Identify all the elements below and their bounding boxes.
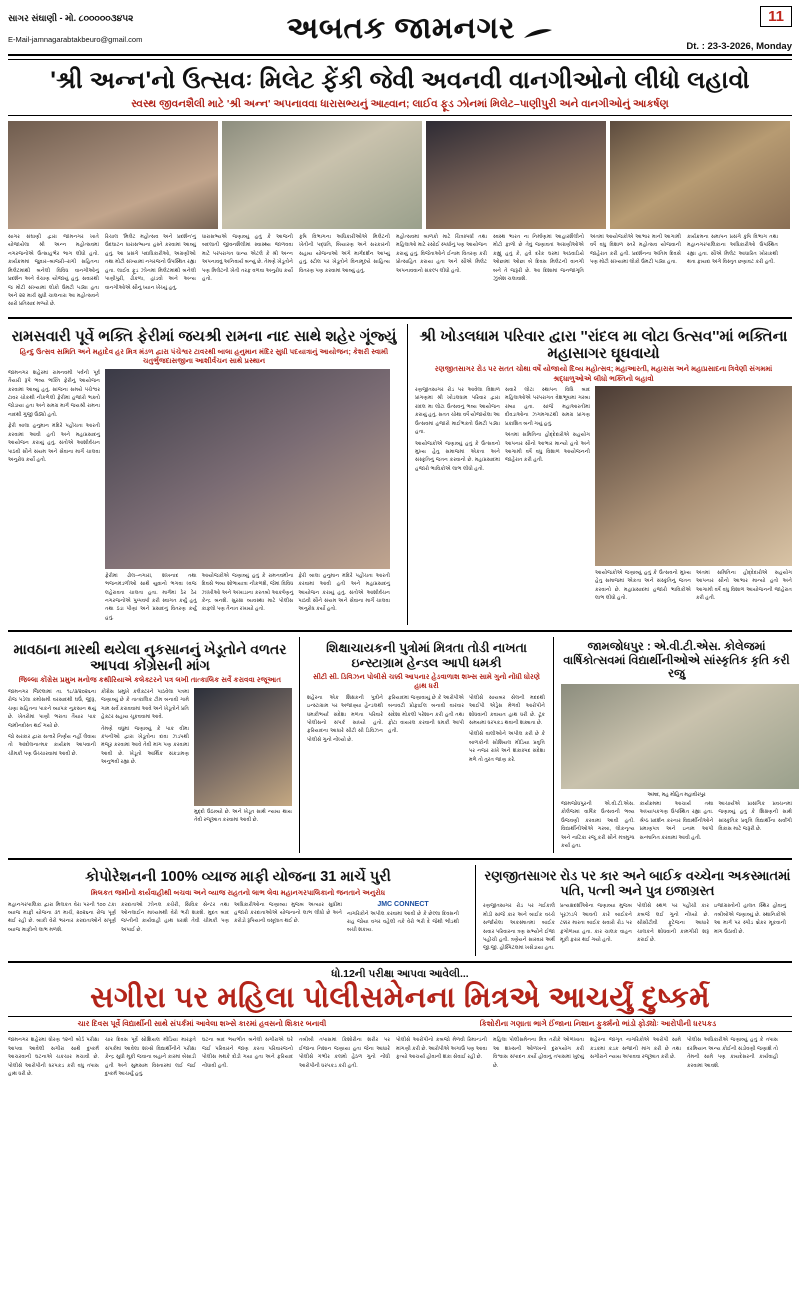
lead-col-6 xyxy=(493,233,584,312)
farmers-col-2-text: કોંગ્રેસ પ્રમુખે કલેક્ટરને પાઠવેલા પત્રમાં જણાવ્યું છે કે તાત્કાલિક ટીમ બનાવી ગામે ગામ સર્વે કરાવવામાં આવે અને ખેડૂતોને પ્રતિ હેક્ટર સહાય ચૂકવવામાં આવે. xyxy=(101,688,189,721)
accident-col-3-text: પોલીસે સ્થળ પર પહોંચી કાર કબજે લઈ ગુનો નોંધ્યો છે. સીસીટીવી ફૂટેજના આધારે ચાલકને શોધવાની કામગીરી શરૂ કરાઈ છે. xyxy=(637,903,709,944)
tax-col-4 xyxy=(347,910,459,935)
tax-col-2 xyxy=(121,901,229,938)
story-road-accident xyxy=(475,865,792,955)
tax-col-3 xyxy=(234,901,342,938)
bottom-col-4 xyxy=(299,1036,390,1081)
ram-col-3 xyxy=(202,572,294,626)
divider-4 xyxy=(8,961,792,963)
randal-col-3 xyxy=(595,569,691,606)
lead-photo-2 xyxy=(222,121,422,229)
lead-col-5-text: મહોત્સવમાં બાળકો માટે ચિત્રસ્પર્ધા તથા મહિલાઓ માટે રસોઈ સ્પર્ધાનું પણ આયોજન કરાયું હતું. વિજેતાઓને ઈનામ વિતરણ કરી પ્રોત્સાહિત કરાયા હતા અને સૌએ મિલેટ અપનાવવાનો સંકલ્પ લીધો હતો. xyxy=(396,234,487,274)
tax-headline: કોપોરેશનની 100% વ્યાજ માફી યોજના 31 માર્ચે પુરી xyxy=(85,869,391,886)
tax-col-1-text: મહાનગરપાલિકા દ્વારા મિલકત વેરા પરની ૧૦૦ ટકા વ્યાજ માફી યોજના ૩૧ માર્ચ, ૨૦૨૬ના રોજ પૂર્ણ થઈ રહી છે. બાકી વેરો ભરનાર કરદાતાઓને સંપૂર્ણ વ્યાજ માફીનો લાભ મળશે. xyxy=(8,901,116,933)
divider-1 xyxy=(8,317,792,319)
instagram-col-2 xyxy=(388,694,464,767)
accident-col-1-text: રણજીતસાગર રોડ પર ગઈકાલે મોડી સાંજે કાર અને બાઈક વચ્ચે સર્જાયેલા અકસ્માતમાં બાઈક સવાર પરિવારના ત્રણ સભ્યોને ઈજા પહોંચી હતી. ત્રણેયને સારવાર અર્થે જી.જી. હોસ્પિટલમાં ખસેડાયા હતા. xyxy=(483,903,555,952)
story-ram-sawari xyxy=(8,324,400,626)
tax-col-1 xyxy=(8,901,116,938)
masthead-right xyxy=(642,6,792,52)
instagram-col-3 xyxy=(469,694,545,767)
page-number-badge: 11 xyxy=(760,6,792,27)
bottom-col-1-text: જામનગર શહેરમાં ધોરણ ૧૨ની બોર્ડ પરીક્ષા આપવા આવેલી સગીરા સાથે દુષ્કર્મ આચરવાની ઘટનાએ ચકચાર મચાવી છે. પોલીસે આરોપીની ધરપકડ કરી વધુ તપાસ હાથ ધરી છે. xyxy=(8,1037,99,1078)
bottom-col-3 xyxy=(202,1036,293,1081)
lead-col-4 xyxy=(299,233,390,312)
instagram-headline: શિક્ષાચાયકની પુત્રોમાં મિત્રતા તોડી નાખતા ઇન્સ્ટાગ્રામ હેન્ડલ આપી ધમકી xyxy=(326,641,527,670)
ram-col-2 xyxy=(105,572,197,626)
lead-photo-4 xyxy=(610,121,790,229)
randal-col-1 xyxy=(415,386,500,606)
story-randal-subhead: રણજીતસાગર રોડ પર સતત ચોથા વર્ષે યોજાયો દિવ્ય મહોત્સવ; મહાઆરતી, મહારાસ અને મહાપ્રસાદના ત્રિવેણી સંગમમાં શ્રદ્ધાળુઓએ લીધો ભક્તિનો લહાવો xyxy=(434,364,773,383)
lead-col-3-text: ધારાસભ્યએ જણાવ્યું હતું કે આજની બદલાતી જીવનશૈલીમાં સ્વાસ્થ્ય જાળવવા માટે પરંપરાગત ધાન્ય એટલે કે શ્રી અન્ન અપનાવવું અનિવાર્ય બન્યું છે. તેમણે ખેડૂતોને પણ મિલેટની ખેતી તરફ વળવા અનુરોધ કર્યો હતો. xyxy=(202,234,293,283)
bottom-col-2-text: ચાર દિવસ પૂર્વે સોશિયલ મીડિયા મારફતે સંપર્કમાં આવેલા શખ્સે વિદ્યાર્થીનીને પરીક્ષા કેન્દ્ર સુધી મૂકી જવાના બહાને કારમાં બેસાડી હતી અને સુમસામ વિસ્તારમાં લઈ જઈ દુષ્કર્મ આચર્યું હતું. xyxy=(105,1037,196,1078)
bottom-subhead-left: ચાર દિવસ પૂર્વે વિદ્યાર્થીની સાથે સંપર્કમાં આવેલા શખ્સે કારમાં હવસનો શિકાર બનાવી xyxy=(77,1019,327,1029)
reporter-contact: સાગર સંઘાણી - મો. ૮૦૦૦૦૦૩૪૫૨ xyxy=(8,13,134,24)
bottom-subhead-right: કિશોરીના ગણાતા ભાગે ઈંજાના નિશાન ફુર્ક્મનો ભાંડો ફોડ્યોઃ આરોપીની ધરપકડ xyxy=(479,1019,717,1029)
college-col-3-text: આચાર્યએ પ્રાસંગિક પ્રવચનમાં જણાવ્યું હતું કે શિક્ષણની સાથે સાંસ્કૃતિક પ્રવૃત્તિ વિદ્યાર્થીના સર્વાંગી વિકાસ માટે જરૂરી છે. xyxy=(718,800,793,833)
accident-col-2-text: પ્રત્યક્ષદર્શીઓના જણાવ્યા મુજબ પૂરઝડપે આવતી કારે બાઈકને ટક્કર મારતા બાઈક સવારો રોડ પર ફંગોળાયા હતા. કાર ચાલક વાહન મૂકી ફરાર થઈ ગયો હતો. xyxy=(560,903,632,944)
lead-col-1-text: સાગર સંઘાણી દ્વારા જામનગર ખાતે યોજાયેલા શ્રી અન્ન મહોત્સવમાં નગરજનોએ ઉત્સાહભેર ભાગ લીધો હતો. કાર્યક્રમમાં જુવાર–બાજરી–રાગી સહિતના મિલેટમાંથી બનેલી વિવિધ વાનગીઓનું પ્રદર્શન અને વેચાણ યોજાયું હતું. સવારથી જ મોટી સંખ્યામાં લોકો ઉમટી પડ્યા હતા અને ૨૨ માર્ચ સુધી ચાલનારા આ મહોત્સવને સારો પ્રતિસાદ મળ્યો છે. xyxy=(8,234,99,308)
farmers-col-1-text-b: જો સરકાર દ્વારા સત્વરે નિર્ણય નહીં લેવાય તો આંદોલનાત્મક કાર્યક્રમ આપવાની ચીમકી પણ ઉચ્ચારવામાં આવી છે. xyxy=(8,733,96,757)
section-2 xyxy=(8,324,792,626)
ram-col-1-text-b: ફેરી બાલા હનુમાન મંદિરે પહોંચતા આરતી કરવામાં આવી હતી અને મહાપ્રસાદનું આયોજન કરાયું હતું. સંતોએ આશીર્વચન પાઠવી સૌને સંયમ અને સેવાના માર્ગે ચાલવા અનુરોધ કર્યો હતો. xyxy=(8,423,100,463)
lead-col-8-text: કાર્યક્રમના સમાપન પ્રસંગે કૃષિ વિભાગ તથા મહાનગરપાલિકાના અધિકારીઓ ઉપસ્થિત રહ્યા હતા. સૌએ મિલેટ આધારિત ખોરાકથી થતા ફાયદા અંગે વિસ્તૃત છણાવટ કરી હતી. xyxy=(687,234,778,266)
lead-photo-3 xyxy=(426,121,606,229)
bottom-col-7-text: શહેરના જાગૃત નાગરિકોએ આરોપી સામે કડકમાં કડક સજાની માંગ કરી છે તથા સગીરાને ન્યાય અપાવવા રજૂઆત કરી છે. xyxy=(590,1037,681,1061)
college-col-2 xyxy=(640,800,714,854)
bottom-col-8 xyxy=(687,1036,778,1081)
story-randal-ma xyxy=(407,324,792,626)
college-col-3 xyxy=(718,800,792,854)
section-4 xyxy=(8,865,792,955)
bottom-col-6 xyxy=(493,1036,584,1081)
tax-subhead: મિલકત જમીનો કાર્યવાહીથી બચવા અને વ્યાજ રાહતનો લાભ લેવા મહાનગરપાલિકાનો જનતાને અનુરોધ xyxy=(90,888,386,898)
lead-subheadline: સ્વસ્થ જીવનશૈલી માટે 'શ્રી અન્ન' અપનાવવા ધારાસભ્યનું આહ્વાન; લાઈવ ફૂડ ઝોનમાં મિલેટ–પાણીપુરી અને વાનગીઓનું આકર્ષણ xyxy=(8,98,792,116)
bottom-subheads xyxy=(8,1016,792,1032)
college-photo-caption: અમદ, મહ મોહિત મહાવીરપુર xyxy=(647,791,706,798)
lead-col-1 xyxy=(8,233,99,312)
instagram-subhead: સીટી સી. ડિવિઝન પોલીસે ચક્કી આપનાર હેડવાળાશ શખ્સ સામે ગુનો નોંધી ધોરણે હાથ ધરી xyxy=(313,672,540,691)
instagram-col-1-text: શહેરના એક શિક્ષકની પુત્રીને ઇન્સ્ટાગ્રામ પર અજાણ્યા હેન્ડલથી ધમકીભર્યા સંદેશા મળતા પરિવારે પોલીસનો સંપર્ક સાધ્યો હતો. ફરિયાદના આધારે સીટી સી ડિવિઝન પોલીસે ગુનો નોંધ્યો છે. xyxy=(307,694,383,743)
masthead-rule xyxy=(8,59,792,60)
bottom-col-5 xyxy=(396,1036,487,1081)
ram-col-4 xyxy=(298,572,390,626)
ram-col-1-text: જામનગર શહેરમાં રામનવમી પર્વની પૂર્વ તૈયારી રૂપે ભવ્ય ભક્તિ ફેરીનું આયોજન કરવામાં આવ્યું હતું. સાંજના સમયે પંચેશ્વર ટાવર ચોકથી નીકળેલી ફેરીમાં હજારો ભક્તો જોડાયા હતા અને સમગ્ર માર્ગ જયશ્રી રામના નાદથી ગુંજી ઉઠ્યો હતો. xyxy=(8,369,100,418)
bottom-col-7 xyxy=(590,1036,681,1081)
instagram-col-3-text: પોલીસે સાયબર સેલની મદદથી આઈપી એડ્રેસ મેળવી આરોપીને શોધવાની કવાયત હાથ ધરી છે. ટૂંક સમયમાં ધરપકડ થવાની શક્યતા છે. xyxy=(469,694,545,727)
farmers-col-1-text: જામનગર જિલ્લામાં તા. ૧૮/૩/૨૦૨૬ના રોજ પડેલા કમોસમી વરસાદથી ઘઉં, જીરૂ, ચણા સહિતના પાકને વ્યાપક નુકસાન થયું છે. ખેતરોમાં પાણી ભરાતા તૈયાર પાક જમીનદોસ્ત થઈ ગયો છે. xyxy=(8,688,96,729)
story-ram-sawari-subhead: હિન્દુ ઉત્સવ સમિતિ અને મહાદેવ હર મિત્ર મંડળ દ્વારા પંચેશ્વર ટાવરથી બાલા હનુમાન મંદિર સુધી પદયાત્રાનું આયોજન; કેશરી સ્વામી ચતુર્ભુજદાસજીના આશીર્વચન સાથે પ્રસ્થાન xyxy=(19,347,389,366)
story-farmers-compensation xyxy=(8,637,292,853)
story-randal-headline: શ્રી ખોડલધામ પરિવાર દ્વારા ''રાંદલ મા લોટા ઉત્સવ''માં ભક્તિના મહાસાગર ઘૂઘવાયો xyxy=(419,327,788,363)
farmers-col-2 xyxy=(101,688,189,828)
lead-body xyxy=(8,233,792,312)
lead-col-7-text: અંતમાં આયોજકોએ આભાર માની આગામી વર્ષે વધુ વિશાળ સ્તરે મહોત્સવ યોજવાની જાહેરાત કરી હતી. પ્રદર્શનના અંતિમ દિવસે પણ મોટી સંખ્યામાં લોકો ઉમટી પડ્યા હતા. xyxy=(590,234,681,266)
farmers-caption: મુદ્દો ઉઠાવ્યો છે. અને ખેડૂત સાથે ન્યાય થાય તેવી રજૂઆત કરવામાં આવી છે. xyxy=(194,808,292,824)
college-col-2-text: કાર્યક્રમમાં આચાર્ય તથા અધ્યાપકગણ ઉપસ્થિત રહ્યા હતા. શ્રેષ્ઠ પ્રદર્શન કરનાર વિદ્યાર્થીનીઓને પ્રમાણપત્ર અને ઇનામ આપી સન્માનિત કરવામાં આવી હતી. xyxy=(639,800,714,841)
congress-leader-photo xyxy=(194,688,292,806)
lead-photo-1 xyxy=(8,121,218,229)
story-instagram-threat xyxy=(299,637,546,853)
accident-col-3 xyxy=(637,902,709,956)
randal-col-4-text: અંતમાં સમિતિના હોદ્દેદારોએ સહયોગ આપનાર સૌનો આભાર માન્યો હતો અને આગામી વર્ષે વધુ વિશાળ આયોજનની જાહેરાત કરી હતી. xyxy=(696,570,792,602)
masthead-left xyxy=(8,12,198,46)
story-college-annual-day xyxy=(553,637,792,853)
lead-col-4-text: કૃષિ વિભાગના અધિકારીઓએ મિલેટની ખેતીની પદ્ધતિ, બિયારણ અને સરકારની સહાય યોજનાઓ અંગે માર્ગદર્શન આપ્યું હતું. સ્ટોલ પર ખેડૂતોને વિનામૂલ્યે સાહિત્ય વિતરણ પણ કરવામાં આવ્યું હતું. xyxy=(299,234,390,274)
lead-headline: 'શ્રી અન્ન'નો ઉત્સવઃ મિલેટ ફેંકી જેવી અવનવી વાનગીઓનો લીધો લહાવો xyxy=(50,67,750,94)
randal-col-2 xyxy=(505,386,590,606)
ram-col-4-text: ફેરી બાલા હનુમાન મંદિરે પહોંચતા આરતી કરવામાં આવી હતી અને મહાપ્રસાદનું આયોજન કરાયું હતું. સંતોએ આશીર્વચન પાઠવી સૌને સંયમ અને સેવાના માર્ગે ચાલવા અનુરોધ કર્યો હતો. xyxy=(298,572,391,613)
newspaper-title: અબતક જામનગર xyxy=(286,12,515,45)
publication-date: Dt. : 23-3-2026, Monday xyxy=(686,41,792,52)
lead-photo-strip xyxy=(8,121,792,229)
farmers-col-3 xyxy=(194,808,292,825)
ram-col-3-text: આયોજકોએ જણાવ્યું હતું કે રામનવમીના દિવસે ભવ્ય શોભાયાત્રા નીકળશે, જેમાં વિવિધ ઝાંખીઓ અને અખાડાના કરતબો આકર્ષણનું કેન્દ્ર બનશે. સુરક્ષા વ્યવસ્થા માટે પોલીસ કાફલો પણ તૈનાત રખાયો હતો. xyxy=(201,572,294,613)
accident-col-2 xyxy=(560,902,632,956)
accident-col-4 xyxy=(714,902,786,956)
randal-col-3-text: આયોજકોએ જણાવ્યું હતું કે ઉત્સવનો મુખ્ય હેતુ સમાજમાં એકતા અને સંસ્કૃતિનું જતન કરવાનો છે. મહાપ્રસાદમાં હજારો ભાવિકોએ લાભ લીધો હતો. xyxy=(595,570,691,602)
randal-col-2-text: સવારે લોટા સ્થાપન વિધિ બાદ મહિલાઓએ પરંપરાગત વેશભૂષામાં ગરબા રમ્યા હતા. સાંજે મહાઆરતીમાં દીવડાઓના ઝગમગાટથી સમગ્ર પ્રાંગણ પ્રકાશિત બની ગયું હતું. xyxy=(505,387,590,427)
story-ram-sawari-photo xyxy=(105,369,390,569)
accident-col-4-text: ઇજાગ્રસ્તોની હાલત સ્થિર હોવાનું તબીબોએ જણાવ્યું છે. સ્થાનિકોએ આ માર્ગ પર સ્પીડ બ્રેકર મૂકવાની માંગ ઉઠાવી છે. xyxy=(714,903,786,935)
swoosh-icon xyxy=(523,27,553,41)
section-3 xyxy=(8,637,792,853)
masthead xyxy=(8,6,792,56)
college-photo xyxy=(561,684,799,789)
lead-col-6-text: સ્વસ્થ ભારત ના નિર્માણમાં આહારશૈલીનો મોટો ફાળો છે તેવું જણાવતાં અગ્રણીઓએ કહ્યું હતું કે, હવે દરેક ઘરમાં અઠવાડિયે ઓછામાં ઓછા બે દિવસ મિલેટની વાનગી બને તે જરૂરી છે. આ દિશામાં જનજાગૃતિ ઝુંબેશ ચલાવાશે. xyxy=(493,234,584,283)
lead-col-2-text: રિચાલ 'મિલેટ મહોત્સવ અને પ્રદર્શન'નું ઉદઘાટન ધારાસભ્યના હસ્તે કરવામાં આવ્યું હતું. આ પ્રસંગે પદાધિકારીઓ, અગ્રણીઓ તથા મોટી સંખ્યામાં નગરજનો ઉપસ્થિત રહ્યા હતા. લાઈવ ફૂડ ઝોનમાં મિલેટમાંથી બનેલી પાણીપુરી, ઢોકળા, હાંડવો અને અન્ય વાનગીઓએ સૌનું ધ્યાન ખેંચ્યું હતું. xyxy=(105,234,196,291)
story-tax-amnesty xyxy=(8,865,468,955)
randal-col-1-text-b: આયોજકોએ જણાવ્યું હતું કે ઉત્સવનો મુખ્ય હેતુ સમાજમાં એકતા અને સંસ્કૃતિનું જતન કરવાનો છે. મહાપ્રસાદમાં હજારો ભાવિકોએ લાભ લીધો હતો. xyxy=(415,440,500,472)
tax-col-2-text: કરદાતાઓ ઝોનલ કચેરી, સિવિક સેન્ટર તથા ઓનલાઈન માધ્યમથી વેરો ભરી શકશે. મુદત બાદ જપ્તીની કાર્યવાહી હાથ ધરાશે તેવી ચીમકી પણ અપાઈ છે. xyxy=(121,901,229,933)
college-headline: જામજોધપુર : એ.વી.ટી.એસ. કોલેજમાં વાર્ષિકોત્સવમાં વિદ્યાર્થીનીઓએ સાંસ્કૃતિક કૃતિ કરી રજુ xyxy=(563,641,790,680)
farmers-subhead: જિલ્લા કોંગ્રેસ પ્રમુખ મનોજ કથીરિયાએ કલેક્ટરને પત્ર લખી તાત્કાલિક સર્વે કરાવવા રજૂઆત xyxy=(18,675,282,685)
masthead-center xyxy=(198,14,642,44)
ram-col-2-text: ફેરીમાં ઢોલ–નગારાં, શંખનાદ તથા ભજનમંડળીઓ સાથે યુવાનો ભગવા ધ્વજ લહેરાવતા ચાલતા હતા. માર્ગમાં ઠેર ઠેર નગરજનોએ પુષ્પવર્ષા કરી સ્વાગત કર્યું હતું તથા ઠંડા પીણાં અને પ્રસાદનું વિતરણ કર્યું હતું. xyxy=(105,572,197,621)
divider-3 xyxy=(8,858,792,860)
accident-col-1 xyxy=(483,902,555,956)
randal-col-2-text-b: અંતમાં સમિતિના હોદ્દેદારોએ સહયોગ આપનાર સૌનો આભાર માન્યો હતો અને આગામી વર્ષે વધુ વિશાળ આયોજનની જાહેરાત કરી હતી. xyxy=(505,432,590,464)
bottom-col-1 xyxy=(8,1036,99,1081)
bottom-col-8-text: પોલીસ અધિકારીએ જણાવ્યું હતું કે તપાસ દરમિયાન અન્ય કોઈની સંડોવણી જણાશે તો તેમની સામે પણ કાયદેસરની કાર્યવાહી કરવામાં આવશે. xyxy=(687,1037,778,1069)
tax-col-3-text: અધિકારીઓના જણાવ્યા મુજબ અત્યાર સુધીમાં હજારો કરદાતાઓએ યોજનાનો લાભ લીધો છે અને કરોડો રૂપિયાની વસૂલાત થઈ છે. xyxy=(234,901,342,925)
bottom-body xyxy=(8,1036,792,1081)
farmers-col-2-text-b: તેમણે વધુમાં જણાવ્યું કે પાક વીમા કંપનીઓ દ્વારા ખેડૂતોના દાવા ઝડપથી મંજૂર કરવામાં આવે તેવી માંગ પણ કરવામાં આવી છે. ખેડૂતો આર્થિક સંકડામણ અનુભવી રહ્યા છે. xyxy=(101,725,189,766)
email-address: E-Mail-jamnagarabtakbeuro@gmail.com xyxy=(8,35,143,45)
accident-headline: રણજીતસાગર રોડ પર કાર અને બાઈક વચ્ચેના અકસ્માતમાં પતિ, પત્ની અને પુત્ર ઇજાગ્રસ્ત xyxy=(484,868,791,899)
bottom-col-2 xyxy=(105,1036,196,1081)
instagram-col-2-text: ફરિયાદમાં જણાવાયું છે કે આરોપીએ બનાવટી પ્રોફાઈલ બનાવી વારંવાર સંદેશા મોકલી પરેશાન કરી હતી તથા ફોટા વાયરલ કરવાની ધમકી આપી હતી. xyxy=(388,694,464,735)
lead-col-7 xyxy=(590,233,681,312)
farmers-headline: માવઠાના મારથી થયેલા નુકસાનનું ખેડૂતોને વળતર આપવા કોંગ્રેસની માંગ xyxy=(13,641,287,674)
instagram-col-3-text-b: પોલીસે વાલીઓને અપીલ કરી છે કે બાળકોની સોશિયલ મીડિયા પ્રવૃત્તિ પર નજર રાખે અને શંકાસ્પદ સંદેશા મળે તો તુરંત જાણ કરે. xyxy=(469,731,545,763)
bottom-kicker: ધો.12ની પરીક્ષા આપવા આવેલી... xyxy=(331,967,469,980)
bottom-col-5-text: પોલીસે આરોપીનો કબજો મેળવી રિમાન્ડની માંગણી કરી છે. આરોપીએ અગાઉ પણ આવા કૃત્યો આચર્યા હોવાની શંકા સેવાઈ રહી છે. xyxy=(396,1037,487,1061)
bottom-col-3-text: ઘટના બાદ ભયભીત બનેલી સગીરાએ ઘરે જઈ પરિવારને જાણ કરતા પરિવારજનો પોલીસ મથકે દોડી ગયા હતા અને ફરિયાદ નોંધાવી હતી. xyxy=(202,1037,293,1069)
college-col-1-text: જામજોધપુરની એ.વી.ટી.એસ. કોલેજમાં વાર્ષિક ઉત્સવની ભવ્ય ઉજવણી કરવામાં આવી હતી. વિદ્યાર્થીનીઓએ ગરબા, લોકનૃત્ય અને નાટિકા રજૂ કરી સૌને મંત્રમુગ્ધ કર્યા હતા. xyxy=(561,800,635,850)
story-ram-sawari-headline: રામસવારી પૂર્વે ભક્તિ ફેરીમાં જયશ્રી રામના નાદ સાથે શહેર ગૂંજ્યું xyxy=(11,327,397,345)
randal-col-1-text: રણજીતસાગર રોડ પર આવેલા વિશાળ પ્રાંગણમાં શ્રી ખોડલધામ પરિવાર દ્વારા રાંદલ મા લોટા ઉત્સવનું ભવ્ય આયોજન કરાયું હતું. સતત ચોથા વર્ષે યોજાયેલા આ ઉત્સવમાં હજારો માઈભક્તો ઉમટી પડ્યા હતા. xyxy=(415,387,500,436)
farmers-col-1 xyxy=(8,688,96,828)
lead-col-5 xyxy=(396,233,487,312)
lead-col-8 xyxy=(687,233,778,312)
divider-2 xyxy=(8,630,792,632)
bottom-col-6-text: મહિલા પોલીસમેનના મિત્ર તરીકે ઓળખાતા આ શખ્સની ઓળખનો દુરુપયોગ કરી વિશ્વાસ સંપાદન કર્યો હોવાનું તપાસમાં ખુલ્યું છે. xyxy=(493,1037,584,1069)
story-randal-photo xyxy=(595,386,792,566)
tax-col-4-text: નાગરિકોને અપીલ કરવામાં આવી છે કે છેલ્લા દિવસની રાહ જોયા વગર વહેલી તકે વેરો ભરી દે જેથી ભીડથી બચી શકાય. xyxy=(347,910,459,934)
college-col-1 xyxy=(561,800,635,854)
bottom-headline: સગીરા પર મહિલા પોલીસમેનના મિત્રએ આચર્યું દુષ્કર્મ xyxy=(90,981,710,1014)
ram-col-1 xyxy=(8,369,100,626)
bottom-col-4-text: તબીબી તપાસમાં કિશોરીના શરીર પર ઈજાના નિશાન જણાયા હતા જેના આધારે પોલીસે ગંભીર કલમો હેઠળ ગુનો નોંધી આરોપીની ધરપકડ કરી હતી. xyxy=(299,1037,390,1069)
instagram-col-1 xyxy=(307,694,383,767)
randal-col-4 xyxy=(696,569,792,606)
lead-col-3 xyxy=(202,233,293,312)
jmc-connect-badge: JMC CONNECT xyxy=(377,900,429,908)
lead-col-2 xyxy=(105,233,196,312)
